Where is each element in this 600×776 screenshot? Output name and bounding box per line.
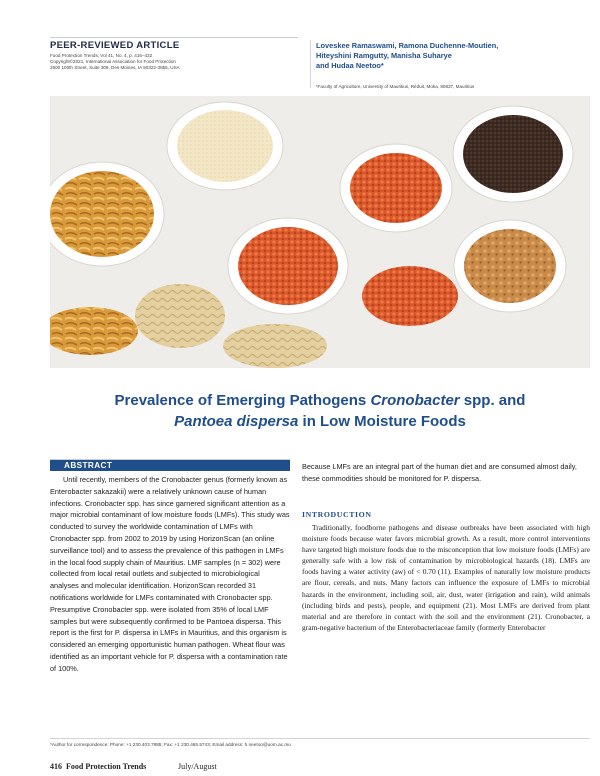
- bowl-cornflakes: [50, 162, 164, 266]
- affiliation: ¹Faculty of Agriculture, University of Mauritius, Réduit, Moka, 80837, Mauritius: [316, 84, 475, 89]
- issue-date: July/August: [178, 762, 217, 771]
- authors-line: and Hudaa Neetoo*: [316, 61, 384, 71]
- abstract-heading: ABSTRACT: [50, 460, 290, 471]
- footer-rule: [50, 738, 590, 739]
- bowl-red-lentils-center: [228, 218, 348, 314]
- correspondence-footnote: *Author for correspondence: Phone: +1 230.403.7885; Fax: +1 230.465.5743; Email address: h.neetoo@uom.ac.mu: [50, 742, 291, 747]
- article-title: [50, 390, 590, 432]
- publication-address: 2900 100th Street, Suite 309, Des Moines, IA 50322-3855, USA: [50, 65, 180, 70]
- title-line-2: Pantoea dispersa in Low Moisture Foods: [174, 413, 466, 430]
- bowl-lentils-top: [340, 144, 452, 232]
- bowl-semolina: [167, 102, 283, 190]
- header-divider: [310, 40, 311, 88]
- abstract-body: Until recently, members of the Cronobacter genus (formerly known as Enterobacter sakazakii) were a relatively unknown cause of human infections. Cronobacter spp. has since garnered significant attention as a major microbial contaminant of low moisture foods (LMFs). This study was conducted to survey the worldwide contamination of LMFs with Cronobacter spp. from 2002 to 2019 by using HorizonScan (an online surveillance tool) and to assess the prevalence of this pathogen in LMFs in the local food supply chain of Mauritius. LMF samples (n = 302) were collected from local retail outlets and subjected to microbiological analyses and molecular identification. HorizonScan recorded 31 notifications worldwide for LMFs contaminated with Cronobacter spp. Presumptive Cronobacter spp. were isolated from 35% of local LMF samples but were subsequently confirmed to be Pantoea dispersa. This report is the first for P. dispersa in LMFs in Mauritius, and this organism is considered an emerging opportunistic human pathogen. Wheat flour was identified as an important vehicle for P. dispersa with a contamination rate of 100%.: [50, 475, 290, 673]
- pile-noodles: [223, 324, 327, 368]
- title-line-1: Prevalence of Emerging Pathogens Cronobacter spp. and: [114, 392, 526, 409]
- food-photo-illustration: [50, 96, 590, 368]
- journal-name: Food Protection Trends: [66, 762, 147, 771]
- bowl-cereal: [454, 220, 566, 312]
- publication-citation: Food Protection Trends, Vol 41, No. 4, p. 416–432: [50, 53, 153, 58]
- authors-line: Hiteyshini Ramgutty, Manisha Suharye: [316, 51, 452, 61]
- abstract-continuation: Because LMFs are an integral part of the human diet and are consumed almost daily, these commodities should be monitored for P. dispersa.: [302, 462, 577, 483]
- authors-line: Loveskee Ramaswami, Ramona Duchenne-Moutien,: [316, 41, 499, 50]
- article-kicker: PEER-REVIEWED ARTICLE: [50, 40, 180, 51]
- species-name: Pantoea dispersa: [174, 413, 299, 430]
- bowl-mustard-seeds: [453, 106, 573, 202]
- introduction-body: Traditionally, foodborne pathogens and disease outbreaks have been associated with high moisture foods because water favors microbial growth. As a result, more control interventions have targeted high moisture foods due to the misconception that low moisture foods (LMFs) are generally safe with a low risk of contamination by microbiological hazards (18). LMFs are foods having a water activity (aw) of < 0.70 (11). Examples of naturally low moisture products are flour, cereals, and nuts. Many factors can influence the exposure of LMFs to microbial hazards in the environment, including soil, air, dust, water (irrigation and rain), wild animals (including birds and pests), people, and equipment (21). Most LMFs are derived from plant material and are therefore in contact with the soil and the environment (21). Cronobacter, a gram-negative bacterium of the Enterobacteriaceae family (formerly Enterobacter: [302, 523, 590, 632]
- genus-name: Cronobacter: [370, 392, 460, 409]
- introduction-heading: INTRODUCTION: [302, 510, 372, 519]
- pile-pasta: [135, 284, 225, 348]
- author-list: [316, 41, 576, 72]
- header-rule: [50, 37, 298, 38]
- pile-lentils: [362, 266, 458, 326]
- publication-info: [50, 53, 300, 71]
- page-number: 416: [50, 762, 62, 771]
- publication-copyright: Copyright©2021, International Association for Food Protection: [50, 59, 176, 64]
